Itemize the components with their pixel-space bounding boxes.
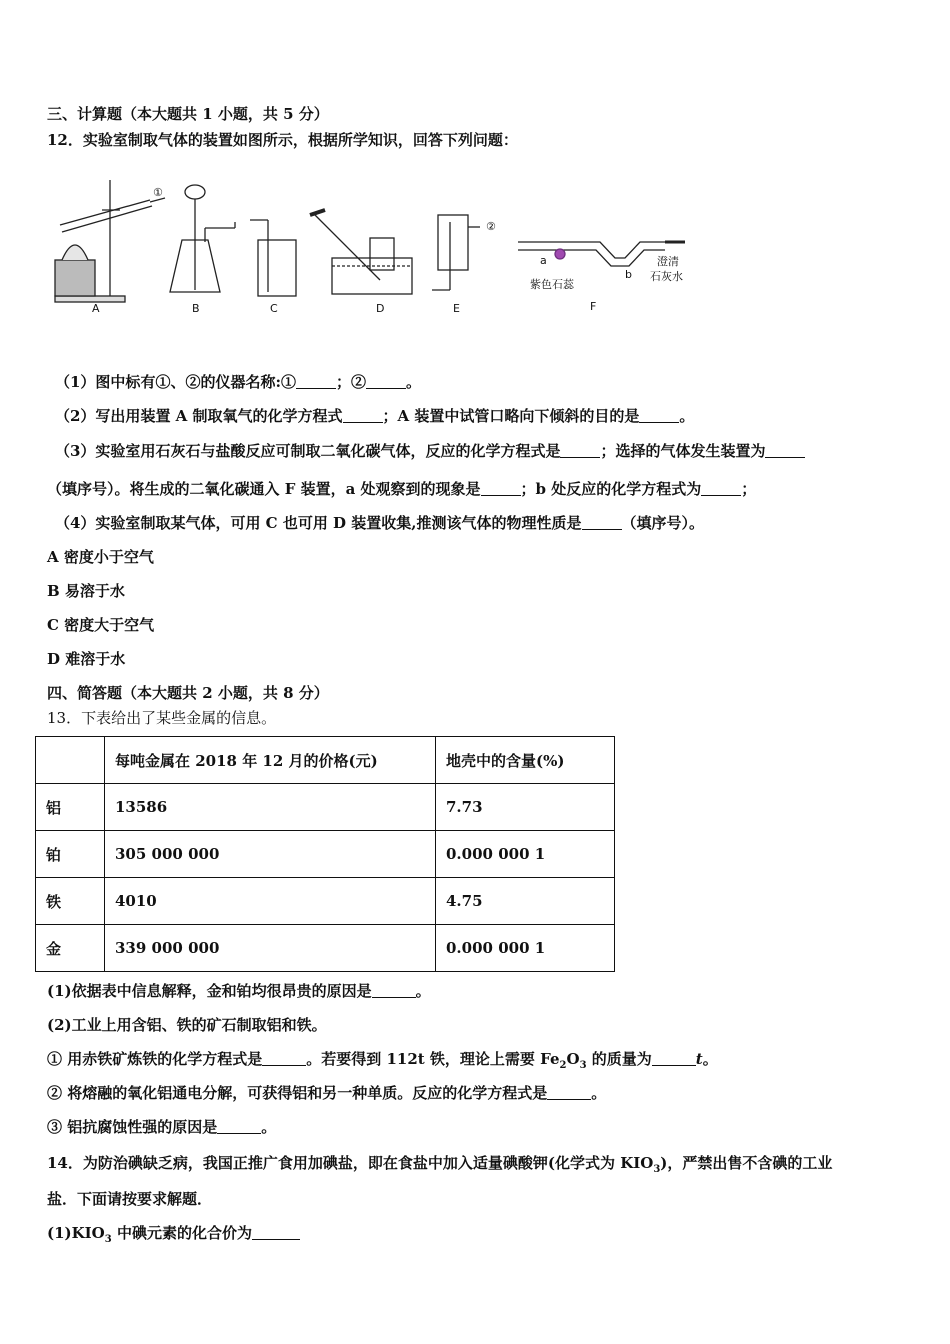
option-a[interactable]: A 密度小于空气 [47, 548, 154, 566]
point-a-label: a [540, 254, 547, 267]
q13-part4 [47, 1082, 606, 1103]
q13-part3-text-b: 。若要得到 112t 铁，理论上需要 Fe [306, 1050, 560, 1068]
table-cell: 13586 [105, 784, 436, 831]
q12-part3-text-d: ；b 处反应的化学方程式为 [520, 480, 702, 498]
table-cell: 7.73 [436, 784, 615, 831]
option-c[interactable]: C 密度大于空气 [47, 616, 155, 634]
q12-part2 [55, 405, 694, 426]
q14-part1 [47, 1222, 300, 1245]
q12-part1-text-b: ；② [335, 373, 366, 391]
q13-part3-text-c: O [566, 1050, 580, 1068]
answer-blank[interactable] [765, 443, 805, 458]
q12-part2-text-b: ；A 装置中试管口略向下倾斜的目的是 [382, 407, 640, 425]
table-row [36, 831, 615, 878]
q12-part3-cont [47, 478, 756, 499]
answer-blank[interactable] [481, 481, 521, 496]
q13-part5-text: ③ 铝抗腐蚀性强的原因是 [47, 1118, 218, 1136]
answer-blank[interactable] [582, 515, 622, 530]
q12-part1-text-c: 。 [406, 373, 422, 391]
table-cell: 铁 [36, 878, 105, 925]
table-cell: 0.000 000 1 [436, 831, 615, 878]
q13-part5-text-b: 。 [261, 1118, 277, 1136]
subscript: 2 [559, 1060, 567, 1071]
answer-blank[interactable] [639, 408, 679, 423]
q13-part5 [47, 1116, 276, 1137]
answer-blank[interactable] [262, 1051, 306, 1066]
answer-blank[interactable] [217, 1119, 261, 1134]
apparatus-figure [40, 170, 720, 330]
figure-label-e: E [453, 302, 460, 315]
limewater-label-2: 石灰水 [650, 270, 683, 283]
q14-stem-text-b: )，严禁出售不含碘的工业 [660, 1154, 833, 1172]
table-cell: 铝 [36, 784, 105, 831]
q12-part1-text: （1）图中标有①、②的仪器名称:① [55, 373, 296, 391]
table-cell: 4.75 [436, 878, 615, 925]
answer-blank[interactable] [343, 408, 383, 423]
figure-label-d: D [376, 302, 385, 315]
q12-part4-text-b: （填序号）。 [621, 514, 705, 532]
table-cell: 339 000 000 [105, 925, 436, 972]
figure-label-a: A [92, 302, 100, 315]
q13-part1 [47, 980, 431, 1001]
answer-blank[interactable] [372, 983, 416, 998]
q13-part3-text-d: 的质量为 [586, 1050, 652, 1068]
limewater-label-1: 澄清 [657, 255, 679, 268]
point-b-label: b [625, 268, 632, 281]
q13-part4-text-b: 。 [591, 1084, 607, 1102]
table-cell: 305 000 000 [105, 831, 436, 878]
subscript: 3 [579, 1060, 587, 1071]
table-header-cell [36, 737, 105, 784]
marker-circled-2: ② [486, 220, 496, 233]
q12-part2-text-c: 。 [679, 407, 695, 425]
q12-part3-text-e: ； [741, 480, 757, 498]
table-row [36, 925, 615, 972]
answer-blank[interactable] [547, 1085, 591, 1100]
q13-part3-text: ① 用赤铁矿炼铁的化学方程式是 [47, 1050, 263, 1068]
answer-blank[interactable] [366, 374, 406, 389]
q12-part4 [55, 512, 704, 533]
q13-part1-text-b: 。 [415, 982, 431, 1000]
table-cell: 4010 [105, 878, 436, 925]
q12-part1 [55, 371, 421, 392]
q12-part3-text: （3）实验室用石灰石与盐酸反应可制取二氧化碳气体，反应的化学方程式是 [55, 442, 561, 460]
litmus-label: 紫色石蕊 [530, 278, 574, 291]
table-cell: 金 [36, 925, 105, 972]
subscript: 3 [104, 1234, 112, 1245]
q14-part1-text: (1)KIO [47, 1224, 105, 1242]
figure-label-b: B [192, 302, 200, 315]
q13-part3 [47, 1048, 718, 1071]
q12-part3 [55, 440, 805, 461]
table-cell: 铂 [36, 831, 105, 878]
q12-part4-text: （4）实验室制取某气体，可用 C 也可用 D 装置收集,推测该气体的物理性质是 [55, 514, 582, 532]
answer-blank[interactable] [560, 443, 600, 458]
question-stem: 13．下表给出了某些金属的信息。 [47, 709, 277, 727]
answer-blank[interactable] [296, 374, 336, 389]
answer-blank[interactable] [252, 1225, 300, 1240]
table-header-row [36, 737, 615, 784]
section-heading: 四、简答题（本大题共 2 小题，共 8 分） [47, 684, 329, 702]
figure-label-c: C [270, 302, 278, 315]
answer-blank[interactable] [701, 481, 741, 496]
question-stem: 12．实验室制取气体的装置如图所示，根据所学知识，回答下列问题： [47, 131, 518, 149]
table-row [36, 878, 615, 925]
table-header-cell: 地壳中的含量(%) [436, 737, 615, 784]
option-b[interactable]: B 易溶于水 [47, 582, 125, 600]
answer-blank[interactable] [652, 1051, 696, 1066]
q14-stem [47, 1152, 832, 1175]
section-heading: 三、计算题（本大题共 1 小题，共 5 分） [47, 105, 329, 123]
q12-part2-text: （2）写出用装置 A 制取氧气的化学方程式 [55, 407, 343, 425]
unit-t: t [695, 1050, 703, 1068]
q14-stem-text: 14．为防治碘缺乏病，我国正推广食用加碘盐，即在食盐中加入适量碘酸钾(化学式为 KIO [47, 1154, 654, 1172]
q12-part3-text-b: ；选择的气体发生装置为 [600, 442, 766, 460]
metal-info-table [35, 736, 615, 972]
q13-part4-text: ② 将熔融的氧化铝通电分解，可获得铝和另一种单质。反应的化学方程式是 [47, 1084, 548, 1102]
table-row [36, 784, 615, 831]
table-header-cell: 每吨金属在 2018 年 12 月的价格(元) [105, 737, 436, 784]
q13-part2: (2)工业上用含铝、铁的矿石制取铝和铁。 [47, 1016, 327, 1034]
q13-part1-text: (1)依据表中信息解释，金和铂均很昂贵的原因是 [47, 982, 372, 1000]
q14-part1-text-b: 中碘元素的化合价为 [111, 1224, 252, 1242]
option-d[interactable]: D 难溶于水 [47, 650, 126, 668]
q13-part3-text-f: 。 [702, 1050, 718, 1068]
table-cell: 0.000 000 1 [436, 925, 615, 972]
marker-circled-1: ① [153, 186, 163, 199]
q12-part3-text-c: （填序号）。将生成的二氧化碳通入 F 装置，a 处观察到的现象是 [47, 480, 481, 498]
subscript: 3 [653, 1164, 661, 1175]
figure-label-f: F [590, 300, 597, 313]
q14-stem-cont: 盐．下面请按要求解题． [47, 1190, 213, 1208]
